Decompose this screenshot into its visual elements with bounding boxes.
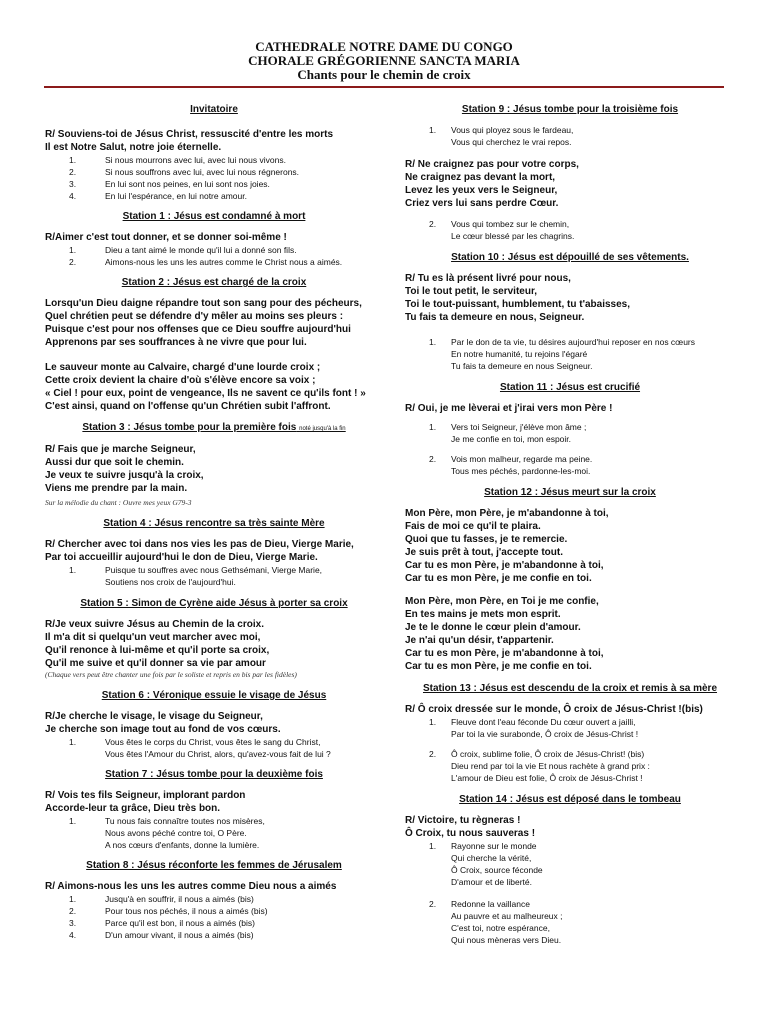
verse-number [69,827,105,839]
verse-number: 3. [69,918,77,928]
verse-line [69,190,383,202]
verse-text: Si nous mourrons avec lui, avec lui nous vivons. [105,155,286,165]
verse-number: 1. [429,841,437,851]
title-note: noté jusqu'à la fin [299,426,346,432]
verse-number [429,910,451,922]
spacer [45,851,383,860]
refrain-line: R/ Ne craignez pas pour votre corps, [405,159,579,170]
section-title: Station 11 : Jésus est crucifié [499,382,641,393]
verse-line [429,218,735,230]
verse-line [69,929,383,941]
refrain-line: R/ Aimons-nous les uns les autres comme Dieu nous a aimés [45,881,337,892]
verse-list [69,893,383,941]
verse-text: A nos cœurs d'enfants, donne la lumière. [105,840,260,850]
verse-number: 1. [69,737,77,747]
verse-list [429,218,735,242]
verse-text: Pour tous nos péchés, il nous a aimés (bis) [105,906,268,916]
refrain-line: Criez vers lui sans perdre Cœur. [405,198,559,209]
verse-line [69,256,383,268]
stanza-line: Mon Père, mon Père, en Toi je me confie, [405,596,599,607]
stanza-line: Car tu es mon Père, je me confie en toi. [405,661,592,672]
verse-text: Puisque tu souffres avec nous Gethsémani, Vierge Marie, [105,565,323,575]
verse-text: Le cœur blessé par les chagrins. [451,231,575,241]
verse-text: En lui sont nos peines, en lui sont nos joies. [105,179,270,189]
verse-text: Ô Croix, source féconde [451,865,543,875]
refrain-line: R/Je veux suivre Jésus au Chemin de la croix. [45,619,264,630]
verse-line [429,230,735,242]
verse-number [429,772,451,784]
verse-list [69,736,383,760]
verse-text: Vous êtes le corps du Christ, vous êtes le sang du Christ, [105,737,321,747]
spacer [45,349,383,361]
stanza [45,297,383,349]
section-title: Station 9 : Jésus tombe pour la troisième fois [461,104,679,115]
refrain-line: R/ Oui, je me lèverai et j'irai vers mon Père ! [405,403,613,414]
verse-line [429,898,735,910]
verse-number: 1. [429,337,437,347]
verse-line [69,564,383,576]
stanza-line: Je te le donne le cœur plein d'amour. [405,622,581,633]
refrain [45,128,383,154]
verse-number: 2. [69,257,77,267]
verse-line [429,864,735,876]
refrain-line: Il m'a dit si quelqu'un veut marcher avec moi, [45,632,261,643]
verse-line [429,360,735,372]
section-title: Station 3 : Jésus tombe pour la première fois noté jusqu'à la fin [82,422,346,433]
spacer [405,148,735,158]
verse-text: Rayonne sur le monde [451,841,537,851]
refrain-line: R/Aimer c'est tout donner, et se donner soi-même ! [45,232,287,243]
verse-line [69,154,383,166]
verse-text: Soutiens nos croix de l'aujourd'hui. [105,577,236,587]
verse-line [429,453,735,465]
verse-number: 2. [69,906,77,916]
verse-line [429,934,735,946]
verse-line [429,840,735,852]
verse-line [69,178,383,190]
section-title: Station 4 : Jésus rencontre sa très sainte Mère [103,518,325,529]
stanza-line: Car tu es mon Père, je me confie en toi. [405,573,592,584]
section-title: Station 6 : Véronique essuie le visage de Jésus [101,690,327,701]
stanza-line: Apprenons par ses souffrances à ne vivre que pour lui. [45,337,307,348]
header-divider [44,86,724,88]
section-title: Invitatoire [190,104,238,115]
refrain [45,880,383,893]
section-title: Station 8 : Jésus réconforte les femmes de Jérusalem [86,860,342,871]
verse-number [429,348,451,360]
refrain-line: Qu'il renonce à lui-même et qu'il porte sa croix, [45,645,270,656]
spacer [429,740,735,748]
spacer [405,585,735,595]
verse-number [69,839,105,851]
verse-number: 4. [69,930,77,940]
verse-number: 2. [429,454,437,464]
section-title: Station 13 : Jésus est descendu de la croix et remis à sa mère [422,683,718,694]
verse-text: Ô croix, sublime folie, Ô croix de Jésus-Christ! (bis) [451,749,645,759]
stanza-line: Quoi que tu fasses, je te remercie. [405,534,568,545]
verse-line [429,728,735,740]
verse-line [429,136,735,148]
refrain-line: Ô Croix, tu nous sauveras ! [405,828,536,839]
stanza-line: En tes mains je mets mon esprit. [405,609,561,620]
section-title: Station 12 : Jésus meurt sur la croix [484,487,656,498]
verse-number [429,922,451,934]
verse-number [429,360,451,372]
refrain [45,443,383,495]
stanza-line: Quel chrétien peut se défendre d'y mêler au moins ses pleurs : [45,311,344,322]
verse-number: 1. [69,155,77,165]
verse-text: Nous avons péché contre toi, O Père. [105,828,247,838]
verse-text: Tous mes péchés, pardonne-les-moi. [451,466,591,476]
header-line-2: CHORALE GRÉGORIENNE SANCTA MARIA [248,53,520,68]
refrain-line: R/ Tu es là présent livré pour nous, [405,273,571,284]
verse-line [429,876,735,888]
spacer [405,784,735,794]
stanza-line: Je n'ai qu'un désir, t'appartenir. [405,635,554,646]
refrain-line: Aussi dur que soit le chemin. [45,457,184,468]
verse-number: 1. [429,422,437,432]
verse-list [429,124,735,148]
stanza-line: Car tu es mon Père, je m'abandonne à toi, [405,648,604,659]
verse-number: 1. [69,565,77,575]
section-title: Station 1 : Jésus est condamné à mort [122,211,306,222]
verse-text: Qui cherche la vérité, [451,853,532,863]
refrain-line: Par toi accueillir aujourd'hui le don de Dieu, Vierge Marie. [45,552,318,563]
verse-line [69,815,383,827]
refrain [45,231,383,244]
section-title: Station 2 : Jésus est chargé de la croix [121,277,307,288]
refrain-line: Levez les yeux vers le Seigneur, [405,185,558,196]
spacer [405,372,735,382]
stanza-line: Lorsqu'un Dieu daigne répandre tout son sang pour des pécheurs, [45,298,362,309]
refrain [405,402,735,415]
header-line-3: Chants pour le chemin de croix [297,67,471,82]
refrain-line: R/ Ô croix dressée sur le monde, Ô croix de Jésus-Christ !(bis) [405,704,703,715]
verse-text: Redonne la vaillance [451,899,530,909]
verse-text: Vous êtes l'Amour du Christ, alors, qu'avez-vous fait de lui ? [105,749,331,759]
verse-list [429,421,735,477]
verse-text: Si nous souffrons avec lui, avec lui nous régnerons. [105,167,300,177]
verse-text: Fleuve dont l'eau féconde Du cœur ouvert a jailli, [451,717,636,727]
verse-text: Vous qui tombez sur le chemin, [451,219,570,229]
verse-text: Dieu a tant aimé le monde qu'il lui a donné son fils. [105,245,297,255]
refrain [405,814,735,840]
refrain [405,703,735,716]
refrain-line: Il est Notre Salut, notre joie éternelle. [45,142,222,153]
refrain-line: R/ Chercher avec toi dans nos vies les pas de Dieu, Vierge Marie, [45,539,354,550]
verse-number: 1. [69,816,77,826]
section-title: Station 10 : Jésus est dépouillé de ses vêtements. [451,252,689,263]
stanza-line: Car tu es mon Père, je m'abandonne à toi, [405,560,604,571]
stanza [45,361,383,413]
verse-number [429,465,451,477]
stanza-line: Puisque c'est pour nos offenses que ce Dieu souffre aujourd'hui [45,324,351,335]
refrain-line: R/ Victoire, tu règneras ! [405,815,521,826]
refrain-line: Tu fais ta demeure en nous, Seigneur. [405,312,585,323]
stanza-line: Le sauveur monte au Calvaire, chargé d'une lourde croix ; [45,362,321,373]
verse-text: Je me confie en toi, mon espoir. [451,434,572,444]
verse-text: En notre humanité, tu rejoins l'égaré [451,349,588,359]
spacer [429,888,735,898]
refrain-line: R/ Fais que je marche Seigneur, [45,444,196,455]
verse-list [429,336,735,372]
spacer [45,680,383,690]
section-title: Station 7 : Jésus tombe pour la deuxième fois [105,769,323,780]
refrain [45,618,383,670]
verse-number [69,576,105,588]
verse-line [69,905,383,917]
refrain [405,272,735,324]
verse-text: Parce qu'il est bon, il nous a aimés (bis) [105,918,255,928]
verse-number: 1. [429,125,437,135]
spacer [405,673,735,683]
refrain [405,158,735,210]
verse-text: C'est toi, notre espérance, [451,923,550,933]
verse-line [429,772,735,784]
verse-line [69,893,383,905]
spacer [45,508,383,518]
verse-number: 2. [429,219,437,229]
verse-text: L'amour de Dieu est folie, Ô croix de Jésus-Christ ! [451,773,643,783]
verse-line [429,760,735,772]
stanza [405,507,735,585]
spacer [45,413,383,422]
verse-number [429,934,451,946]
section-title: Station 14 : Jésus est déposé dans le tombeau [459,794,681,805]
left-column [45,104,383,941]
header-line-1: CATHEDRALE NOTRE DAME DU CONGO [255,39,513,54]
verse-line [429,421,735,433]
spacer [429,445,735,453]
stanza-line: « Ciel ! pour eux, point de vengeance, Ils ne savent ce qu'ils font ! » [45,388,366,399]
stanza-line: Mon Père, mon Père, je m'abandonne à toi, [405,508,609,519]
verse-line [69,244,383,256]
verse-text: Vois mon malheur, regarde ma peine. [451,454,593,464]
verse-number [429,864,451,876]
spacer [45,268,383,277]
verse-list [429,840,735,946]
verse-number [429,760,451,772]
refrain-line: Viens me prendre par la main. [45,483,188,494]
verse-line [429,716,735,728]
refrain-line: R/ Vois tes fils Seigneur, implorant pardon [45,790,246,801]
verse-number [429,433,451,445]
verse-text: Tu nous fais connaître toutes nos misères, [105,816,265,826]
refrain [45,538,383,564]
verse-number: 1. [69,894,77,904]
verse-line [429,465,735,477]
verse-number [69,748,105,760]
verse-text: Par toi la vie surabonde, Ô croix de Jésus-Christ ! [451,729,639,739]
verse-text: D'amour et de liberté. [451,877,532,887]
spacer [45,760,383,769]
verse-number: 2. [429,899,437,909]
verse-line [429,748,735,760]
verse-line [429,852,735,864]
verse-text: Vous qui cherchez le vrai repos. [451,137,572,147]
verse-text: Tu fais ta demeure en nous Seigneur. [451,361,593,371]
verse-line [69,917,383,929]
verse-text: Vous qui ployez sous le fardeau, [451,125,574,135]
verse-text: Au pauvre et au malheureux ; [451,911,563,921]
verse-list [69,154,383,202]
verse-number: 1. [429,717,437,727]
verse-line [69,736,383,748]
repeat-note: (Chaque vers peut être chanter une fois par le soliste et repris en bis par les fidèles) [45,670,297,679]
verse-line [69,748,383,760]
verse-line [429,922,735,934]
verse-number [429,230,451,242]
verse-text: Jusqu'à en souffrir, il nous a aimés (bis) [105,894,254,904]
right-column [405,104,735,946]
spacer [405,210,735,218]
refrain-line: Je veux te suivre jusqu'à la croix, [45,470,204,481]
verse-number [429,876,451,888]
verse-list [69,244,383,268]
verse-number: 2. [69,167,77,177]
refrain-line: Je cherche son image tout au fond de vos cœurs. [45,724,281,735]
spacer [405,477,735,487]
verse-line [69,839,383,851]
verse-number: 1. [69,245,77,255]
stanza-line: Fais de moi ce qu'il te plaira. [405,521,541,532]
stanza-line: Cette croix devient la chaire d'où s'élève encore sa voix ; [45,375,316,386]
spacer [405,324,735,336]
refrain-line: Toi le tout-puissant, humblement, tu t'abaisses, [405,299,630,310]
verse-line [429,336,735,348]
spacer [45,202,383,211]
stanza [405,595,735,673]
verse-line [69,166,383,178]
melody-note: Sur la mélodie du chant : Ouvre mes yeux G79-3 [45,498,192,507]
verse-line [69,576,383,588]
refrain-line: Accorde-leur ta grâce, Dieu très bon. [45,803,221,814]
verse-line [429,433,735,445]
spacer [405,242,735,252]
refrain-line: Ne craignez pas devant la mort, [405,172,556,183]
verse-line [429,124,735,136]
verse-number [429,136,451,148]
refrain [45,710,383,736]
verse-text: Dieu rend par toi la vie Et nous rachète à grand prix : [451,761,650,771]
verse-text: Par le don de ta vie, tu désires aujourd'hui reposer en nos cœurs [451,337,696,347]
verse-text: D'un amour vivant, il nous a aimés (bis) [105,930,254,940]
verse-list [69,815,383,851]
verse-number: 3. [69,179,77,189]
section-title: Station 5 : Simon de Cyrène aide Jésus à porter sa croix [80,598,348,609]
verse-text: Vers toi Seigneur, j'élève mon âme ; [451,422,587,432]
verse-line [69,827,383,839]
refrain-line: R/ Souviens-toi de Jésus Christ, ressuscité d'entre les morts [45,129,334,140]
verse-number [429,852,451,864]
verse-list [69,564,383,588]
verse-number: 4. [69,191,77,201]
spacer [45,588,383,598]
verse-text: Aimons-nous les uns les autres comme le Christ nous a aimés. [105,257,343,267]
verse-text: En lui l'espérance, en lui notre amour. [105,191,247,201]
refrain [45,789,383,815]
verse-list [429,716,735,784]
verse-number: 2. [429,749,437,759]
verse-line [429,910,735,922]
stanza-line: C'est ainsi, quand on l'offense qu'un Chrétien subit l'affront. [45,401,331,412]
verse-text: Qui nous mèneras vers Dieu. [451,935,562,945]
verse-number [429,728,451,740]
refrain-line: Qu'il me suive et qu'il donner sa vie par amour [45,658,266,669]
document-header [0,40,768,82]
stanza-line: Je suis prêt à tout, j'accepte tout. [405,547,563,558]
verse-line [429,348,735,360]
refrain-line: Toi le tout petit, le serviteur, [405,286,538,297]
refrain-line: R/Je cherche le visage, le visage du Seigneur, [45,711,263,722]
